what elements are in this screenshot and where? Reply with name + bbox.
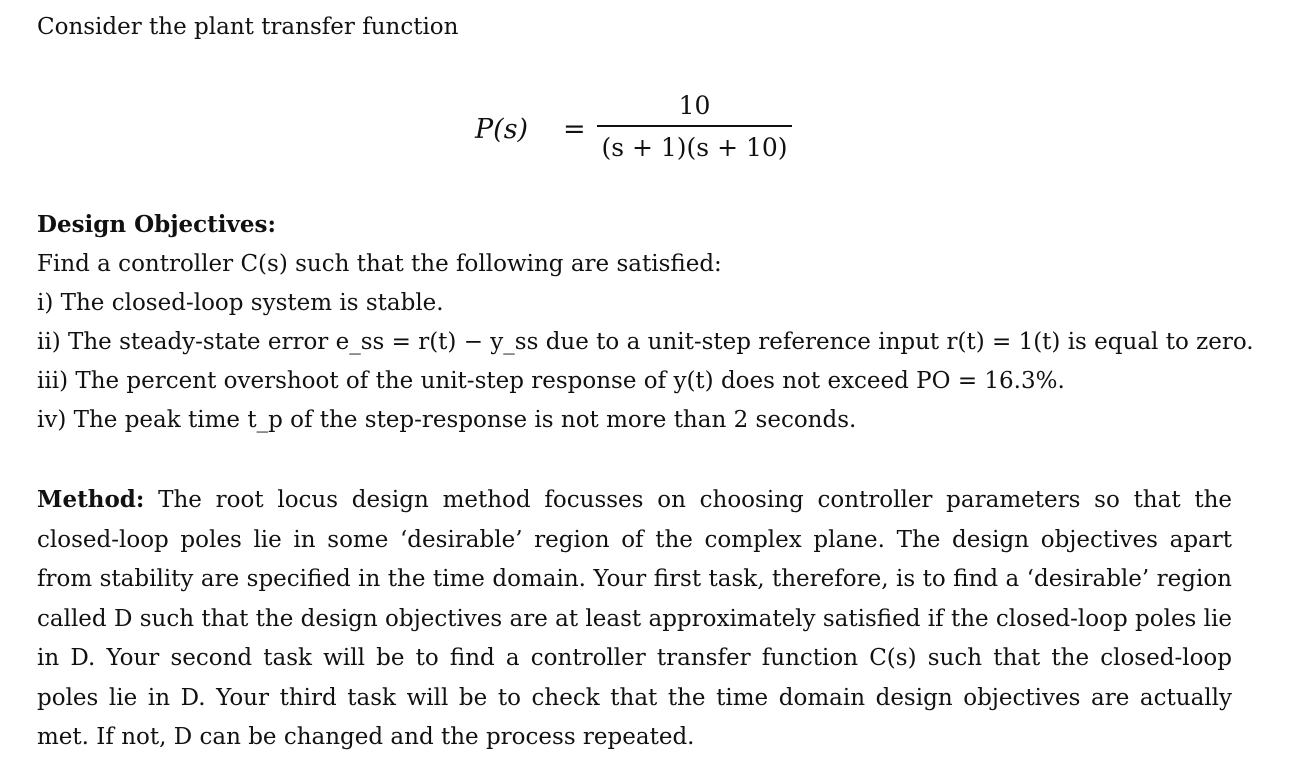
method-paragraph <box>37 480 1232 758</box>
objective-item: iv) The peak time t_p of the step-response is not more than 2 seconds. <box>37 407 857 433</box>
denominator: (s + 1)(s + 10) <box>601 133 788 162</box>
intro-text: Consider the plant transfer function <box>37 14 459 40</box>
transfer-function-lhs: P(s) <box>475 114 529 145</box>
method-label: Method: <box>37 486 145 513</box>
transfer-function-equation <box>37 47 1232 197</box>
method-text: The root locus design method focusses on choosing controller parameters so that the closed-loop poles lie in some ‘desirable’ region of the complex plane. The design objectives apart from stability are specified in the time domain. Your first task, therefore, is to find a ‘desirable’ region called D such that the design objectives are at least approximately satisfied if the closed-loop poles lie in D. Your second task will be to find a controller transfer function C(s) such that the closed-loop poles lie in D. Your third task will be to check that the time domain design objectives are actually met. If not, D can be changed and the process repeated. <box>37 487 1233 750</box>
objective-item: ii) The steady-state error e_ss = r(t) − y_ss due to a unit-step reference input r(t) = 1(t) is equal to zero. <box>37 329 1254 355</box>
objectives-heading: Design Objectives: <box>37 211 276 238</box>
objective-item: iii) The percent overshoot of the unit-step response of y(t) does not exceed PO = 16.3%. <box>37 368 1065 394</box>
objective-item: i) The closed-loop system is stable. <box>37 290 444 316</box>
objectives-lead: Find a controller C(s) such that the following are satisfied: <box>37 251 722 277</box>
section-gap <box>37 440 1232 480</box>
fraction <box>597 89 792 163</box>
numerator: 10 <box>678 91 711 120</box>
document-page <box>37 8 1254 758</box>
fraction-bar <box>597 125 792 127</box>
equals-sign: = <box>563 114 586 145</box>
